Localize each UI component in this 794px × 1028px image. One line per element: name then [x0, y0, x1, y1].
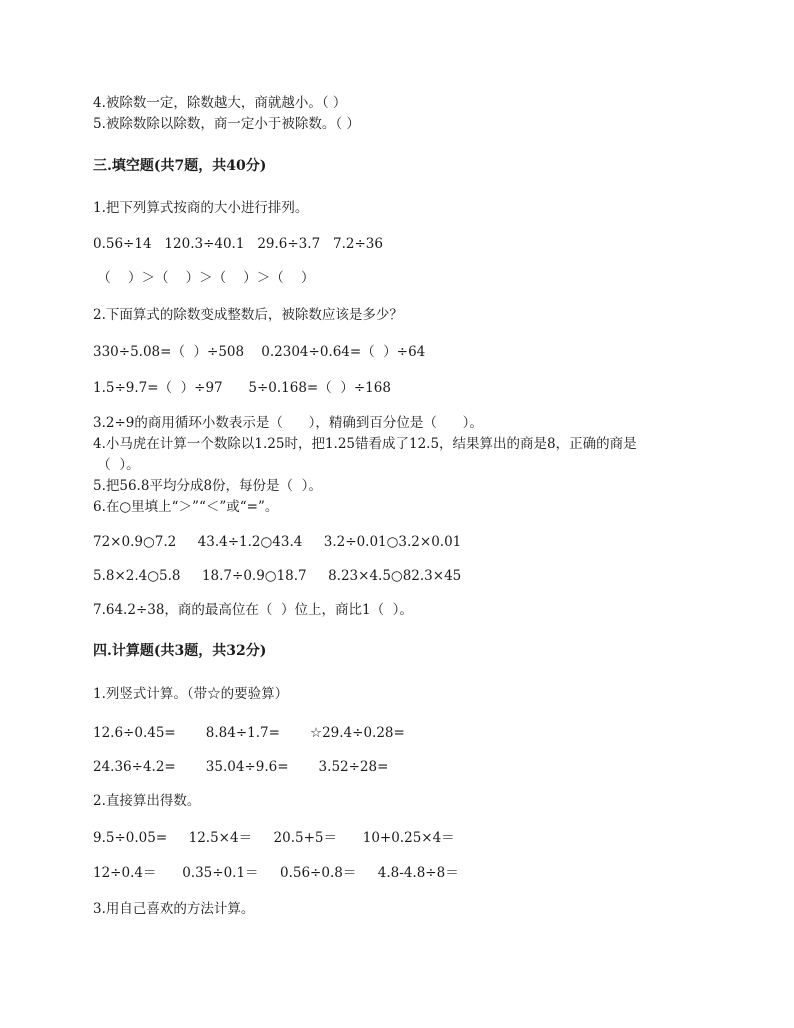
question-text: 5.被除数除以除数，商一定小于被除数。（ ） [93, 116, 360, 132]
question-text: 2.下面算式的除数变成整数后，被除数应该是多少？ [93, 307, 403, 323]
question-text: 3.用自己喜欢的方法计算。 [93, 901, 255, 917]
section-heading: 四.计算题(共3题，共32分) [93, 643, 267, 659]
question-text: 2.直接算出得数。 [93, 793, 201, 809]
question-text: 5.把56.8平均分成8份，每份是（ ）。 [93, 478, 322, 494]
question-text: 4.小马虎在计算一个数除以1.25时，把1.25错看成了12.5，结果算出的商是8，正确的商是 [93, 436, 637, 452]
answer-blanks-row: （ ）＞（ ）＞（ ）＞（ ） [93, 270, 315, 286]
question-text: 3.2÷9的商用循环小数表示是（ ），精确到百分位是（ ）。 [93, 415, 483, 431]
expression-row: 72×0.9○7.2 43.4÷1.2○43.4 3.2÷0.01○3.2×0.01 [93, 534, 462, 550]
expression-row: 12.6÷0.45= 8.84÷1.7= ☆29.4÷0.28= [93, 725, 405, 741]
question-text: （ ）。 [93, 457, 140, 473]
expression-row: 24.36÷4.2= 35.04÷9.6= 3.52÷28= [93, 759, 389, 775]
question-text: 6.在○里填上“＞”“＜”或“=”。 [93, 499, 279, 515]
question-text: 7.64.2÷38，商的最高位在（ ）位上，商比1（ ）。 [93, 602, 413, 618]
expression-row: 330÷5.08=（ ）÷508 0.2304÷0.64=（ ）÷64 [93, 344, 426, 360]
question-text: 4.被除数一定，除数越大，商就越小。（ ） [93, 95, 347, 111]
expression-row: 5.8×2.4○5.8 18.7÷0.9○18.7 8.23×4.5○82.3×45 [93, 568, 462, 584]
expression-row: 1.5÷9.7=（ ）÷97 5÷0.168=（ ）÷168 [93, 380, 391, 396]
expression-row: 0.56÷14 120.3÷40.1 29.6÷3.7 7.2÷36 [93, 236, 383, 252]
question-text: 1.列竖式计算。（带☆的要验算） [93, 686, 289, 702]
section-heading: 三.填空题(共7题，共40分) [93, 158, 267, 174]
question-text: 1.把下列算式按商的大小进行排列。 [93, 200, 309, 216]
expression-row: 9.5÷0.05= 12.5×4＝ 20.5+5＝ 10+0.25×4＝ [93, 830, 455, 846]
expression-row: 12÷0.4＝ 0.35÷0.1＝ 0.56÷0.8＝ 4.8-4.8÷8＝ [93, 865, 459, 881]
